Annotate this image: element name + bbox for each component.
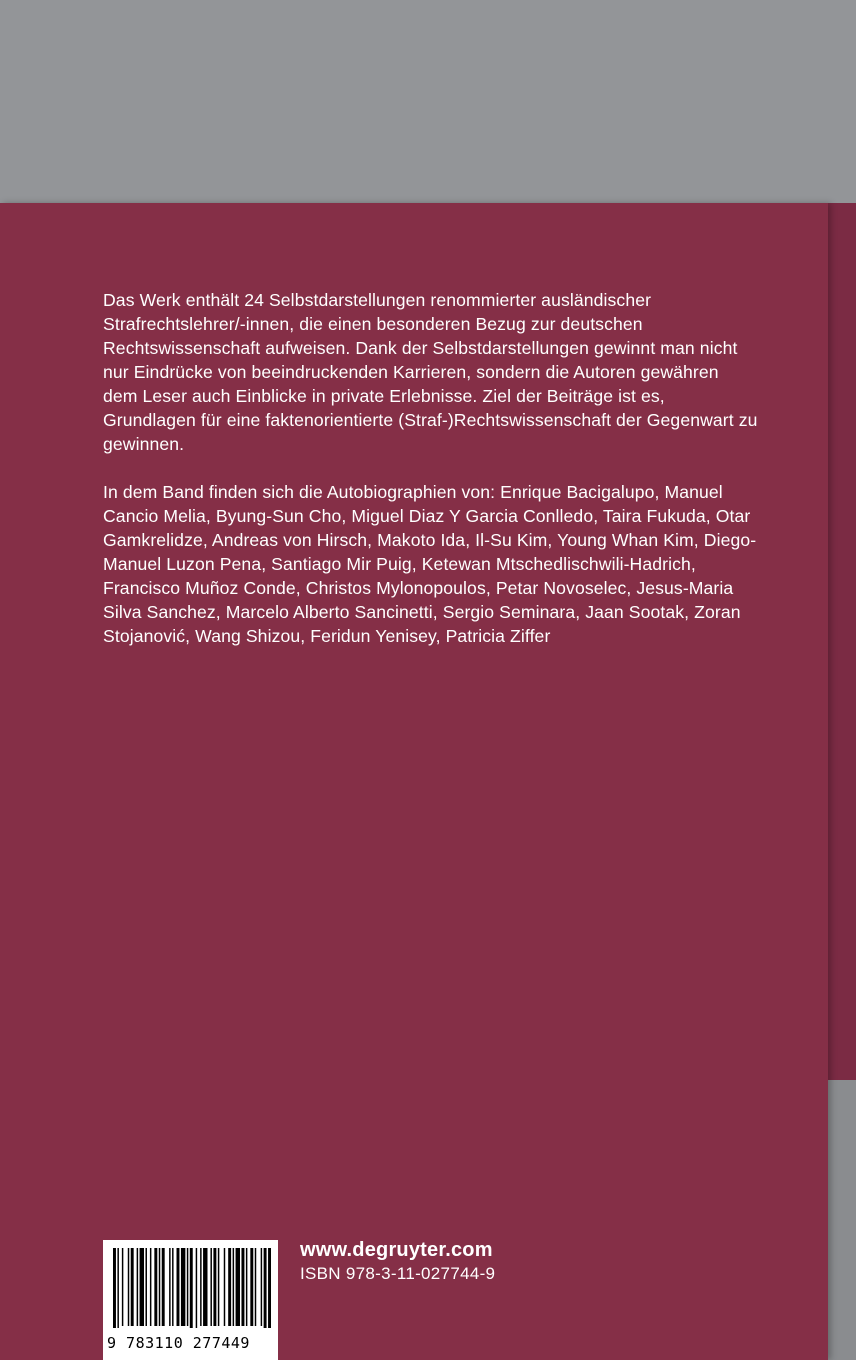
barcode-bar [145, 1248, 146, 1326]
publisher-url[interactable]: www.degruyter.com [300, 1239, 493, 1261]
barcode-bar [261, 1248, 262, 1326]
barcode-bar [113, 1248, 116, 1328]
barcode-bar [246, 1248, 247, 1326]
barcode-bar [131, 1248, 134, 1326]
barcode-bar [150, 1248, 151, 1326]
barcode-bar [177, 1248, 180, 1326]
barcode-bar [236, 1248, 240, 1326]
barcode-bar [181, 1248, 185, 1326]
back-cover [0, 203, 828, 1360]
barcode-bar [264, 1248, 267, 1328]
barcode-bar [117, 1248, 118, 1328]
barcode-bar [187, 1248, 188, 1326]
barcode-bar [218, 1248, 219, 1326]
barcode-bar [128, 1248, 129, 1326]
barcode-bar [159, 1248, 160, 1326]
barcode-bar [137, 1248, 138, 1326]
barcode-bar [190, 1248, 193, 1328]
barcode-bar [250, 1248, 253, 1326]
barcode-bar [140, 1248, 144, 1326]
barcode-bar [203, 1248, 207, 1326]
barcode-bar [241, 1248, 244, 1326]
barcode-bar [122, 1248, 123, 1326]
barcode-bar [233, 1248, 234, 1326]
barcode-bar [268, 1248, 271, 1328]
barcode-bar [255, 1248, 256, 1326]
blurb-paragraph-description: Das Werk enthält 24 Selbstdarstellungen renommierter ausländischer Strafrechtslehrer/-innen, die einen besonderen Bezug zur deutschen Rechtswissenschaft aufweisen. Dank der Selbstdarstellungen gewinnt man nicht nur Eindrücke von beeindruckenden Karrieren, sondern die Autoren gewähren dem Leser auch Einblicke in private Erlebnisse. Ziel der Beiträge ist es, Grundlagen für eine faktenorientierte (Straf-)Rechtswissenschaft der Gegenwart zu gewinnen. [103, 290, 758, 454]
barcode-bar [162, 1248, 165, 1326]
barcode-digits: 9 783110 277449 [107, 1334, 250, 1352]
barcode-bar [228, 1248, 231, 1326]
barcode [103, 1240, 278, 1360]
barcode-bar [200, 1248, 201, 1326]
barcode-bar [154, 1248, 157, 1326]
barcode-bar [213, 1248, 216, 1326]
barcode-bars [113, 1248, 271, 1328]
barcode-bar [169, 1248, 170, 1326]
barcode-bar [172, 1248, 173, 1326]
barcode-bar [196, 1248, 197, 1328]
blurb-text [103, 288, 758, 672]
background-top [0, 0, 856, 203]
blurb-paragraph-authors: In dem Band finden sich die Autobiographien von: Enrique Bacigalupo, Manuel Cancio Melia, Byung-Sun Cho, Miguel Diaz Y Garcia Conlledo, Taira Fukuda, Otar Gamkrelidze, Andreas von Hirsch, Makoto Ida, Il-Su Kim, Young Whan Kim, Diego-Manuel Luzon Pena, Santiago Mir Puig, Ketewan Mtschedlischwili-Hadrich, Francisco Muñoz Conde, Christos Mylonopoulos, Petar Novoselec, Jesus-Maria Silva Sanchez, Marcelo Alberto Sancinetti, Sergio Seminara, Jaan Sootak, Zoran Stojanović, Wang Shizou, Feridun Yenisey, Patricia Ziffer [103, 482, 757, 646]
background-edge [828, 1080, 856, 1360]
isbn: ISBN 978-3-11-027744-9 [300, 1264, 496, 1283]
barcode-bar [210, 1248, 211, 1326]
barcode-bar [224, 1248, 225, 1326]
spine-edge [828, 203, 856, 1080]
